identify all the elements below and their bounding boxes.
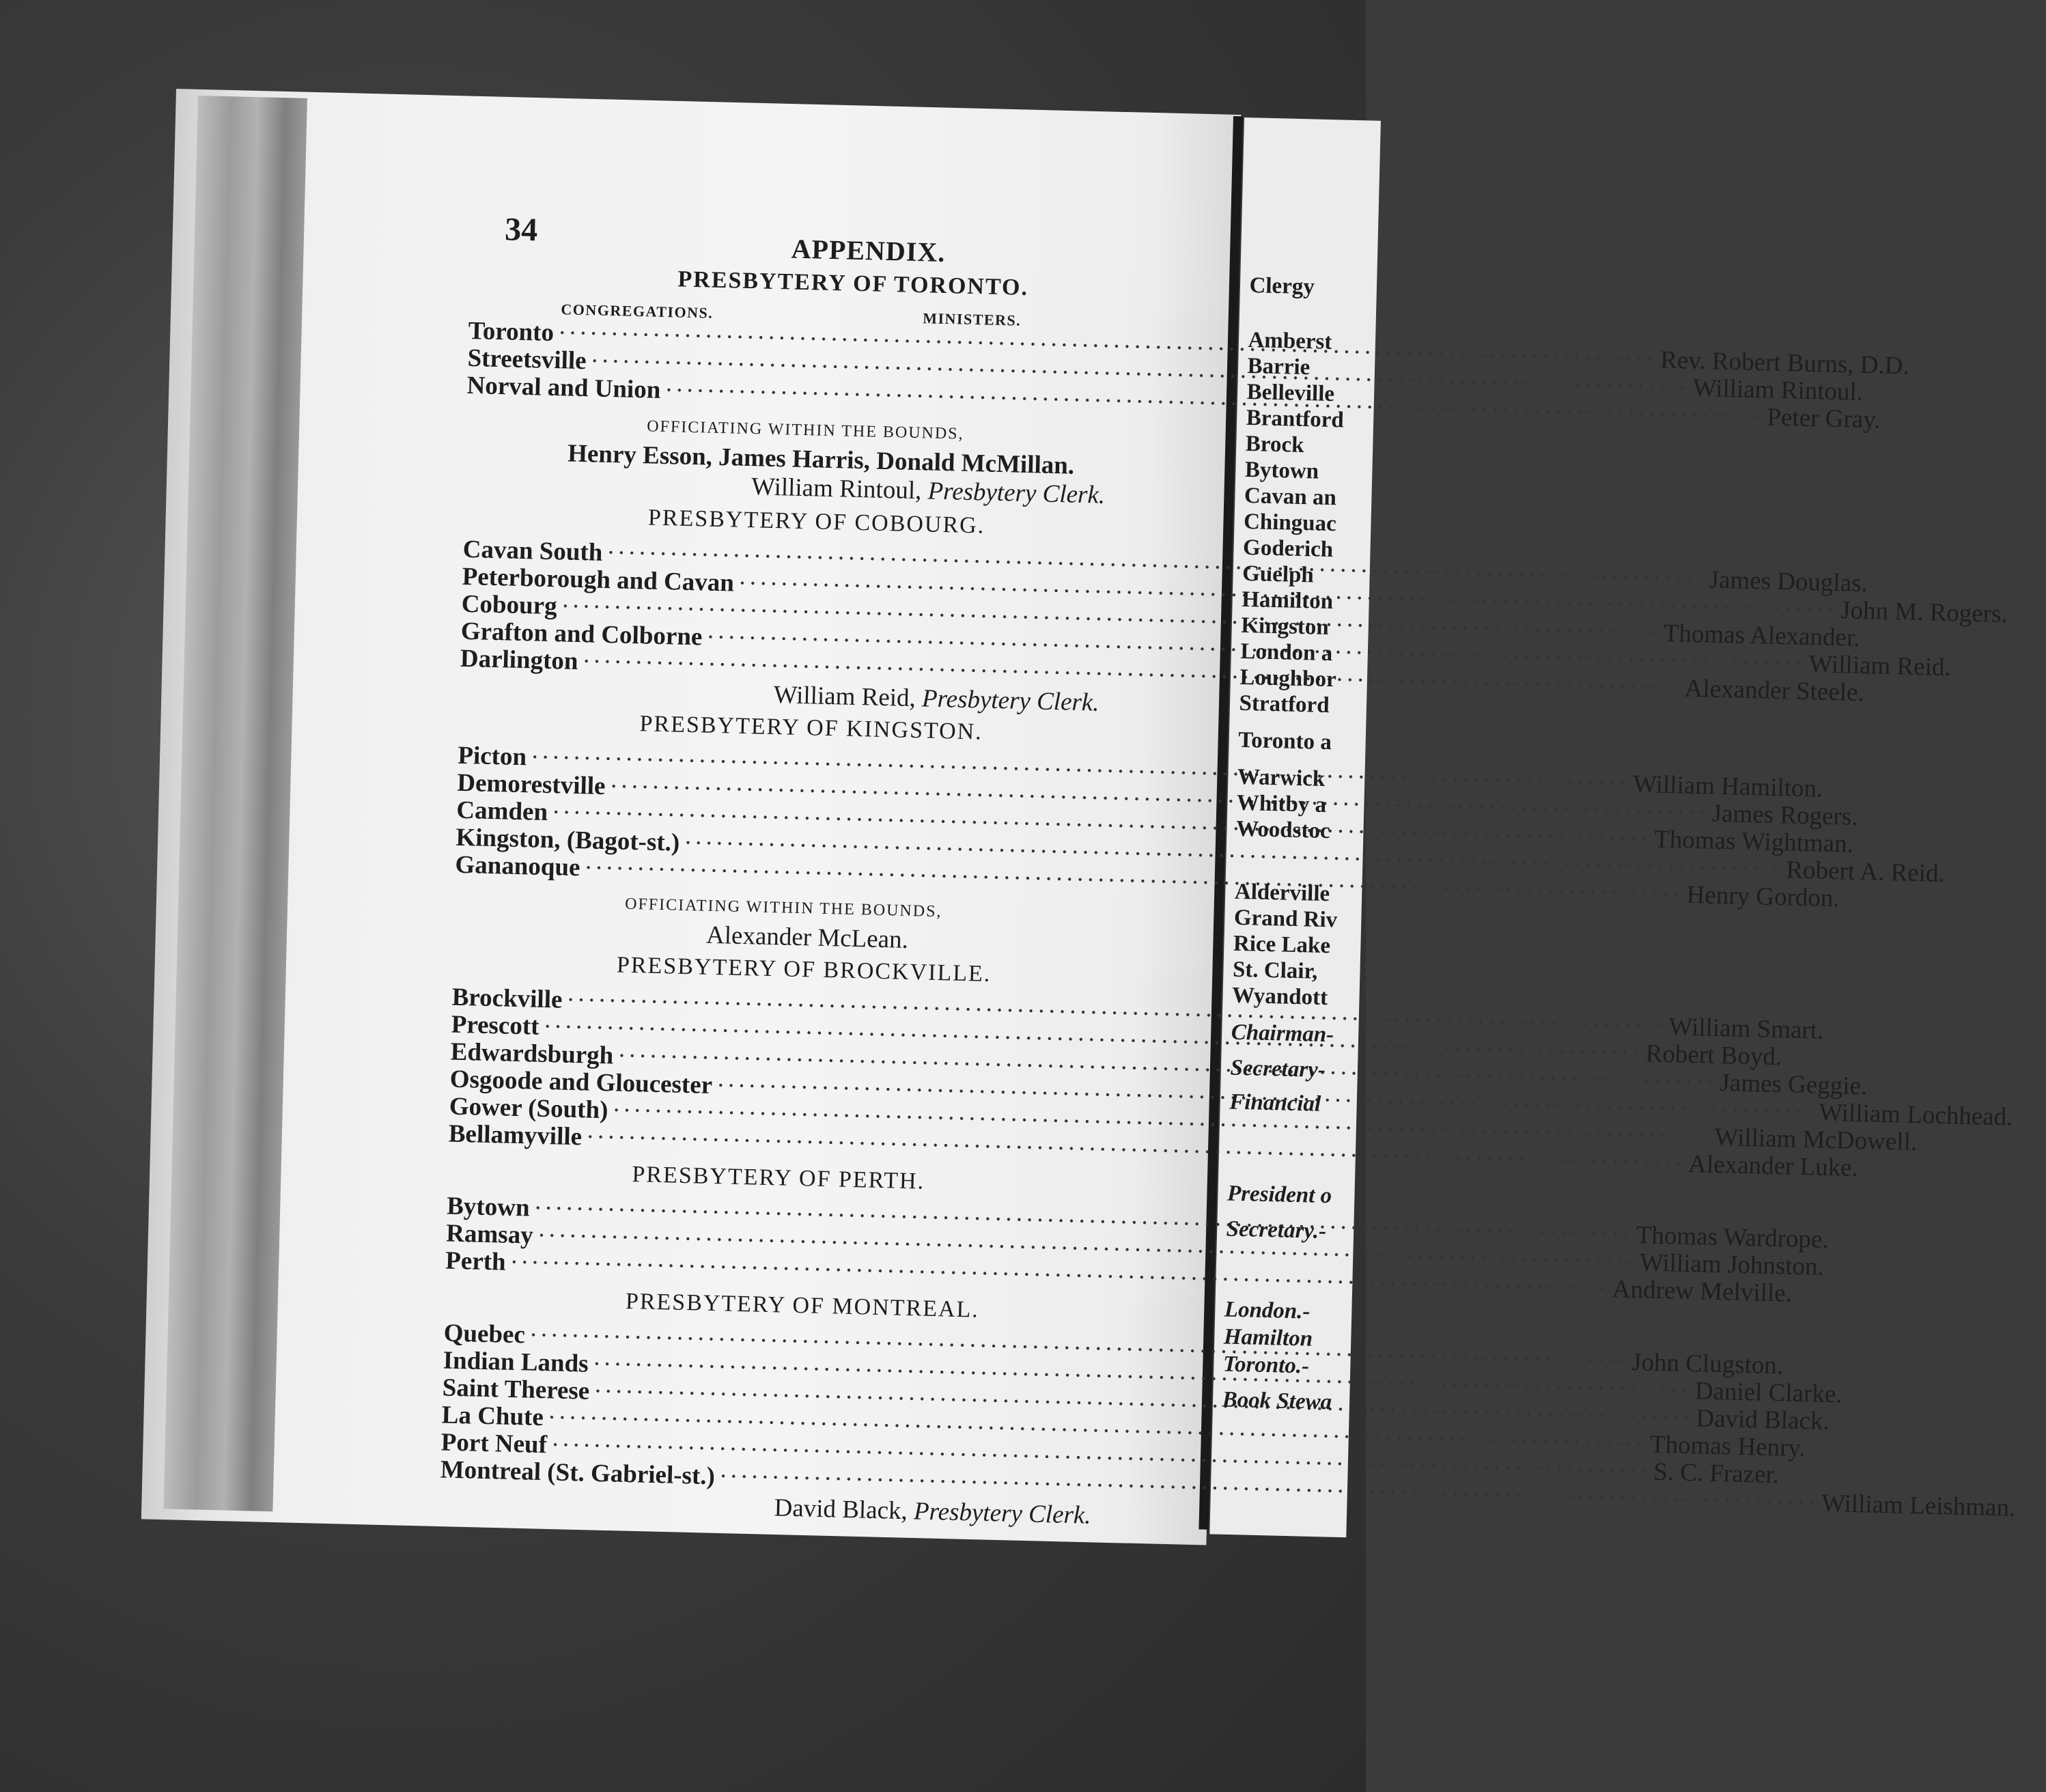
congregation: Darlington xyxy=(460,644,579,676)
minister: William Leishman. xyxy=(1821,1489,2016,1522)
congregation: Ramsay xyxy=(445,1219,534,1250)
congregation: Camden xyxy=(456,796,548,826)
right-line: Belleville xyxy=(1246,379,1335,407)
congregation: Bellamyville xyxy=(448,1119,583,1151)
minister: William Rintoul. xyxy=(1692,374,1864,406)
right-line: Alderville xyxy=(1234,879,1330,907)
right-line: Warwick xyxy=(1237,764,1326,792)
right-line: Financial xyxy=(1229,1089,1321,1117)
right-line: London.- xyxy=(1224,1297,1311,1324)
congregation: Peterborough and Cavan xyxy=(462,562,735,598)
minister: Robert A. Reid. xyxy=(1786,856,1946,888)
minister: James Douglas. xyxy=(1709,565,1868,598)
right-line: Clergy xyxy=(1249,273,1315,300)
officiating-label: OFFICIATING WITHIN THE BOUNDS, xyxy=(624,895,942,921)
clerk-name: William Reid, xyxy=(773,681,916,713)
congregation: Norval and Union xyxy=(466,371,661,404)
right-line: Whitby a xyxy=(1236,790,1327,817)
minister: Henry Gordon. xyxy=(1686,880,1840,913)
right-line: Hamilton xyxy=(1241,587,1334,615)
right-line: Guelph xyxy=(1242,561,1315,588)
right-line: Kingston xyxy=(1240,613,1330,640)
minister: S. C. Frazer. xyxy=(1653,1457,1780,1489)
minister: Andrew Melville. xyxy=(1612,1275,1793,1308)
congregation: Indian Lands xyxy=(443,1346,589,1378)
right-line: Book Stewa xyxy=(1222,1387,1332,1415)
minister: John M. Rogers. xyxy=(1840,596,2008,629)
right-line: Grand Riv xyxy=(1233,905,1338,933)
minister: John Clugston. xyxy=(1631,1348,1784,1380)
minister: Thomas Alexander. xyxy=(1663,619,1861,652)
congregation: Edwardsburgh xyxy=(450,1037,614,1070)
clerk-title: Presbytery Clerk. xyxy=(927,477,1106,509)
officiating-label: OFFICIATING WITHIN THE BOUNDS, xyxy=(646,417,964,443)
minister: Peter Gray. xyxy=(1767,403,1881,434)
minister: David Black. xyxy=(1696,1404,1830,1436)
right-line: Brantford xyxy=(1246,405,1345,433)
right-line: Wyandott xyxy=(1231,983,1328,1011)
page-number: 34 xyxy=(504,211,538,249)
heading-brockville: PRESBYTERY OF BROCKVILLE. xyxy=(616,952,992,987)
heading-toronto: PRESBYTERY OF TORONTO. xyxy=(677,266,1029,300)
right-line: Bytown xyxy=(1244,457,1319,484)
right-line: London a xyxy=(1240,639,1333,667)
right-line: Toronto a xyxy=(1237,727,1332,755)
clerk-title: Presbytery Clerk. xyxy=(913,1497,1092,1530)
congregation: Quebec xyxy=(443,1319,526,1349)
heading-perth: PRESBYTERY OF PERTH. xyxy=(632,1162,925,1194)
congregation: Streetsville xyxy=(467,344,587,376)
minister: Alexander Luke. xyxy=(1687,1149,1859,1183)
right-line: Cavan an xyxy=(1244,483,1337,511)
minister: Thomas Wightman. xyxy=(1653,825,1854,858)
minister: William Johnston. xyxy=(1639,1248,1825,1281)
congregation: Bytown xyxy=(446,1192,531,1222)
running-header: APPENDIX. xyxy=(791,233,946,268)
right-line: Loughbor xyxy=(1239,664,1337,692)
right-line: Amberst xyxy=(1248,327,1332,354)
minister: Rev. Robert Burns, D.D. xyxy=(1659,346,1910,380)
congregation: Port Neuf xyxy=(440,1428,548,1459)
minister: Daniel Clarke. xyxy=(1694,1377,1843,1409)
minister: William Reid. xyxy=(1808,650,1952,682)
congregation: Grafton and Colborne xyxy=(460,617,703,652)
congregation: Gower (South) xyxy=(449,1092,608,1125)
right-line: St. Clair, xyxy=(1232,957,1318,984)
congregation: Osgoode and Gloucester xyxy=(449,1065,713,1100)
congregation: Toronto xyxy=(468,316,555,348)
congregation: Perth xyxy=(445,1246,507,1276)
minister: William McDowell. xyxy=(1714,1123,1918,1157)
congregation: Prescott xyxy=(451,1010,540,1041)
congregation: Cobourg xyxy=(461,589,558,621)
officiating-names: Alexander McLean. xyxy=(705,921,909,954)
congregation: Picton xyxy=(457,741,527,772)
right-line: President o xyxy=(1227,1181,1332,1209)
congregation: Cavan South xyxy=(462,535,603,567)
heading-montreal: PRESBYTERY OF MONTREAL. xyxy=(625,1289,980,1323)
minister: Robert Boyd. xyxy=(1645,1039,1782,1072)
heading-cobourg: PRESBYTERY OF COBOURG. xyxy=(647,505,985,539)
congregation: Gananoque xyxy=(455,850,580,882)
clerk-name: David Black, xyxy=(774,1494,908,1526)
congregation: La Chute xyxy=(441,1401,544,1432)
minister: William Smart. xyxy=(1668,1013,1824,1045)
right-line: Toronto.- xyxy=(1222,1352,1310,1379)
right-line: Brock xyxy=(1245,431,1304,458)
congregation: Saint Therese xyxy=(442,1373,590,1405)
clerk-title: Presbytery Clerk. xyxy=(921,684,1100,717)
right-line: Stratford xyxy=(1239,690,1330,718)
minister: William Hamilton. xyxy=(1632,770,1823,803)
right-line: Barrie xyxy=(1247,353,1311,380)
officiating-names: Henry Esson, James Harris, Donald McMillan. xyxy=(567,439,1075,480)
column-head-congregations: CONGREGATIONS. xyxy=(561,300,714,322)
minister: Alexander Steele. xyxy=(1684,674,1865,708)
right-line: Rice Lake xyxy=(1233,931,1331,959)
minister: Thomas Wardrope. xyxy=(1636,1221,1830,1255)
right-line: Chairman- xyxy=(1231,1020,1334,1048)
minister: Thomas Henry. xyxy=(1649,1430,1806,1463)
minister: James Rogers. xyxy=(1711,799,1858,831)
minister: William Lochhead. xyxy=(1818,1098,2013,1132)
right-line: Chinguac xyxy=(1243,509,1337,537)
right-line: Secretary- xyxy=(1230,1055,1326,1083)
heading-kingston: PRESBYTERY OF KINGSTON. xyxy=(639,711,983,745)
right-line: Woodstoc xyxy=(1235,816,1331,844)
right-line: Goderich xyxy=(1242,535,1334,563)
right-line: Secretary.- xyxy=(1226,1216,1327,1244)
minister: James Geggie. xyxy=(1720,1069,1868,1101)
column-head-ministers: MINISTERS. xyxy=(922,309,1022,329)
right-line: Hamilton xyxy=(1223,1324,1313,1352)
congregation: Brockville xyxy=(451,983,563,1014)
congregation: Demorestville xyxy=(456,768,606,801)
clerk-name: William Rintoul, xyxy=(751,473,922,505)
congregation: Kingston, (Bagot-st.) xyxy=(455,823,680,857)
congregation: Montreal (St. Gabriel-st.) xyxy=(440,1455,716,1491)
